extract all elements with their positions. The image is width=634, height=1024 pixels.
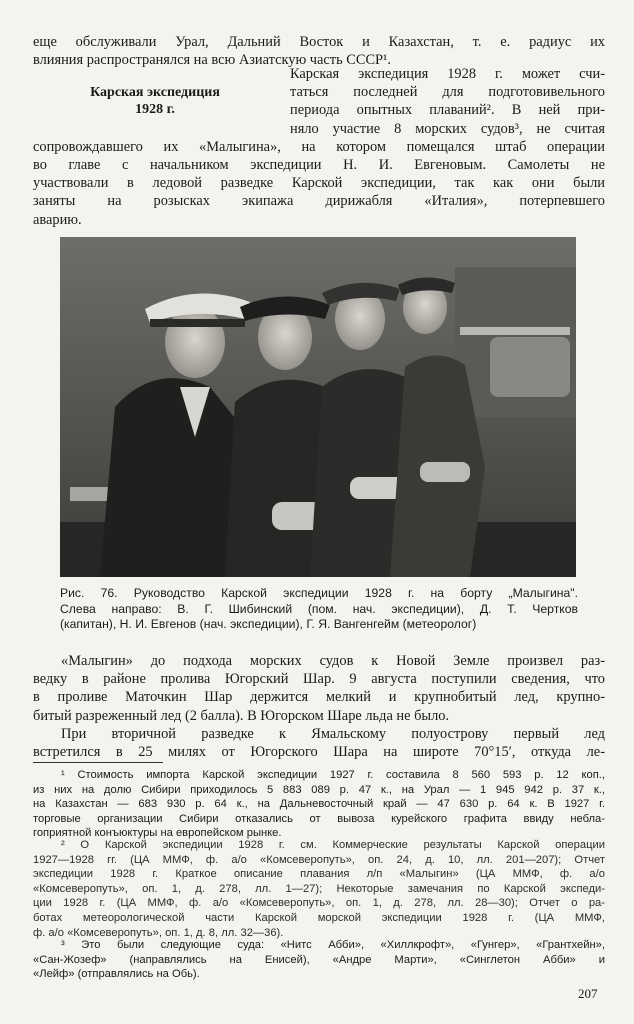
text-line: ведку в районе пролива Югорский Шар. 9 августа поступили сведения, что: [33, 671, 605, 688]
text-line: в проливе Маточкин Шар держится мелкий и крупнобитый лед, крупно-: [33, 689, 605, 706]
section-heading-title: Карская экспедиция: [90, 85, 220, 100]
footnote-line: «Лейф» (отправлялись на Обь).: [33, 968, 200, 981]
footnote-line: торговые организации Сибири отказались от вывоза курейского графита ввиду небла-: [33, 812, 605, 825]
footnote-line: ² О Карской экспедиции 1928 г. см. Коммерческие результаты Карской операции: [61, 839, 605, 851]
text-line: При вторичной разведке к Ямальскому полуострову первый лед: [61, 725, 605, 742]
footnote-line: ¹ Стоимость импорта Карской экспедиции 1927 г. составила 8 560 593 р. 12 коп.,: [61, 769, 605, 781]
footnote-3: [33, 938, 605, 982]
footnote-line: ции 1928 г. (ЦА ММФ, ф. а/о «Комсеверопуть», оп. 1, д. 278, лл. 28—30); Отчет о ра-: [33, 897, 605, 910]
footnote-divider: [33, 762, 163, 763]
footnote-line: экспедиции 1928 г. Краткое описание плавания л/п «Малыгин» (ЦА ММФ, ф. а/о: [33, 868, 605, 881]
footnote-line: гоприятной конъюктуры на европейском рынке.: [33, 827, 282, 840]
text-line: «Малыгин» до подхода морских судов к Новой Земле произвел раз-: [61, 653, 605, 669]
top-paragraph: [33, 33, 605, 69]
middle-paragraph: [33, 652, 605, 761]
text-line: заняты на розысках экипажа дирижабля «Италия», потерпевшего: [33, 193, 605, 210]
text-line: периода опытных плаваний². В ней при-: [290, 102, 605, 119]
text-line: няло участие 8 морских судов³, не считая: [290, 120, 605, 137]
caption-line: Рис. 76. Руководство Карской экспедиции 1928 г. на борту „Малыгина".: [60, 586, 578, 600]
footnote-line: из них на долю Сибири приходилось 5 883 089 р. 47 к., на Урал — 1 945 942 р. 37 к.,: [33, 783, 605, 796]
kara-paragraph: [33, 65, 605, 229]
footnote-line: ботах метеорологической части Карской морской экспедиции 1928 г. (ЦА ММФ,: [33, 911, 605, 924]
section-heading-year: 1928 г.: [135, 102, 175, 117]
footnote-line: «Сан-Жозеф» (направлялись на Енисей), «Андре Марти», «Синглетон Абби» и: [33, 953, 605, 966]
text-line: Карская экспедиция 1928 г. может счи-: [290, 66, 605, 82]
footnote-1: [33, 768, 605, 841]
text-line: во главе с начальником экспедиции Н. И. Евгеновым. Самолеты не: [33, 157, 605, 174]
text-line: аварию.: [33, 211, 82, 228]
text-line: встретился в 25 милях от Югорского Шара на широте 70°15′, откуда ле-: [33, 744, 605, 761]
footnote-line: 1927—1928 гг. (ЦА ММФ, ф. а/о «Комсеверопуть», оп. 24, д. 10, лл. 201—207); Отчет: [33, 853, 605, 866]
caption-line: (капитан), Н. И. Евгенов (нач. экспедиции), Г. Я. Вангенгейм (метеоролог): [60, 617, 477, 632]
text-line: битый разреженный лед (2 балла). В Югорском Шаре льда не было.: [33, 707, 450, 724]
footnote-line: ф. а/о «Комсеверопуть», оп. 1, д. 8, лл. 32—36).: [33, 926, 284, 939]
text-line: сопровождавшего их «Малыгина», на котором помещался штаб операции: [33, 138, 605, 155]
text-line: участвовали в ледовой разведке Карской экспедиции, так как они были: [33, 175, 605, 192]
footnote-line: на Казахстан — 683 930 р. 64 к., на Дальневосточный край — 47 630 р. 64 к. В 1927 г.: [33, 798, 605, 811]
photo-illustration: [60, 237, 576, 577]
footnote-line: «Комсеверопуть», оп. 1, д. 278, лл. 1—27); Некоторые замечания по Карской экспеди-: [33, 882, 605, 895]
footnote-line: ³ Это были следующие суда: «Нитс Абби», «Хиллкрофт», «Гунгер», «Грантхейн»,: [61, 939, 605, 951]
caption-line: Слева направо: В. Г. Шибинский (пом. нач. экспедиции), Д. Т. Чертков: [60, 601, 578, 616]
text-line: еще обслуживали Урал, Дальний Восток и Казахстан, т. е. радиус их: [33, 34, 605, 50]
expedition-leaders-photo: [60, 237, 576, 577]
text-line: влияния распространялся на всю Азиатскую часть СССР¹.: [33, 52, 391, 69]
figure-caption: [60, 586, 578, 633]
footnote-2: [33, 838, 605, 940]
text-line: таться последней для подготовивельного: [290, 84, 605, 101]
page-number: 207: [578, 986, 598, 1001]
